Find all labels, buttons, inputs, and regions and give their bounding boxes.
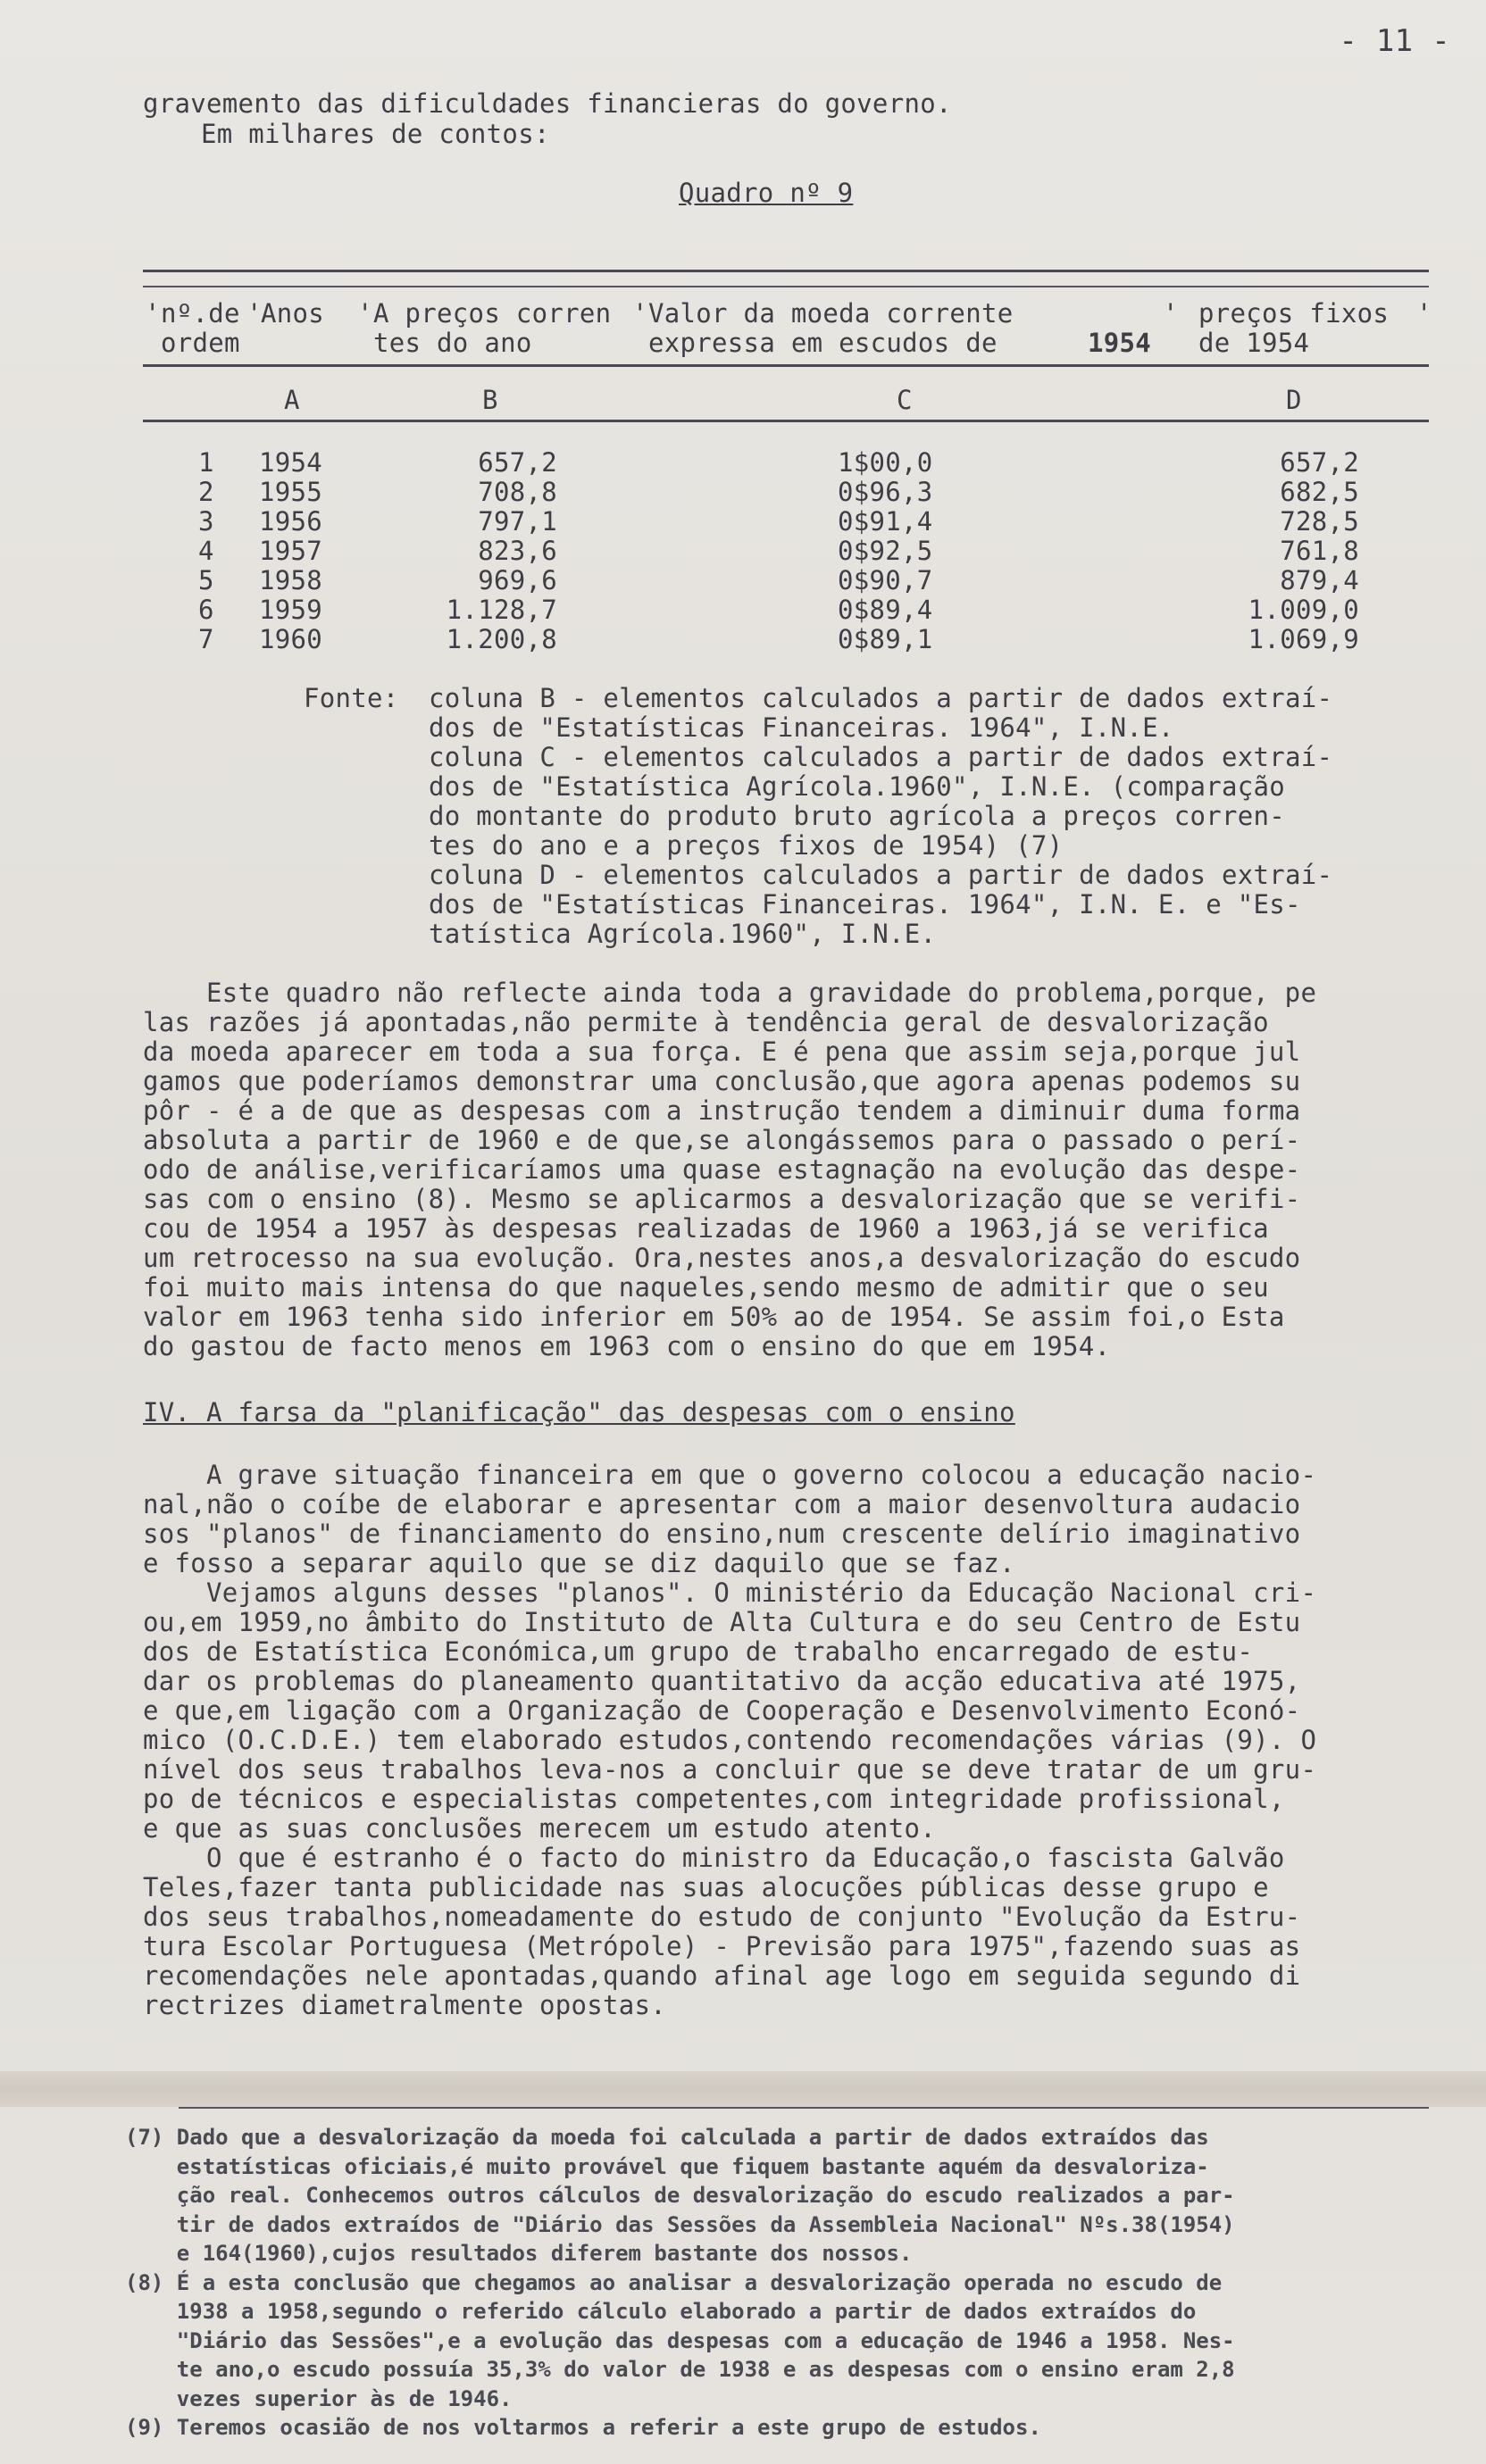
intro-text-line: Em milhares de contos: — [201, 119, 550, 149]
paragraph-line: nal,não o coíbe de elaborar e apresentar com a maior desenvoltura audacio — [143, 1489, 1301, 1519]
cell-year: 1960 — [259, 624, 323, 654]
cell-year: 1954 — [259, 447, 323, 478]
section-heading: IV. A farsa da "planificação" das despesas com o ensino — [143, 1397, 1015, 1428]
cell-current-prices: 708,8 — [478, 477, 557, 507]
table-caption: Quadro nº 9 — [679, 178, 854, 208]
footnote-line: (9) Teremos ocasião de nos voltarmos a referir a este grupo de estudos. — [125, 2415, 1041, 2440]
cell-currency-value: 0$91,4 — [838, 506, 933, 537]
column-tick: ' — [145, 298, 161, 329]
cell-fixed-prices: 682,5 — [1280, 477, 1359, 507]
paragraph-line: gamos que poderíamos demonstrar uma conclusão,que agora apenas podemos su — [143, 1066, 1301, 1096]
paragraph-line: A grave situação financeira em que o governo colocou a educação nacio- — [143, 1460, 1317, 1490]
column-tick: ' — [632, 298, 648, 329]
paragraph-line: cou de 1954 a 1957 às despesas realizadas de 1960 a 1963,já se verifica — [143, 1213, 1269, 1244]
paragraph-line: pôr - é a de que as despesas com a instrução tendem a diminuir duma forma — [143, 1095, 1301, 1126]
letters-rule — [143, 420, 1429, 422]
cell-fixed-prices: 1.069,9 — [1248, 624, 1359, 654]
cell-currency-value: 0$89,1 — [838, 624, 933, 654]
paragraph-line: dos de Estatística Económica,um grupo de trabalho encarregado de estu- — [143, 1636, 1254, 1667]
source-line: coluna C - elementos calculados a partir de dados extraí- — [429, 742, 1333, 772]
paragraph-line: Teles,fazer tanta publicidade nas suas alocuções públicas desse grupo e — [143, 1872, 1269, 1902]
paragraph-line: O que é estranho é o facto do ministro da Educação,o fascista Galvão — [143, 1843, 1285, 1873]
cell-fixed-prices: 879,4 — [1280, 565, 1359, 595]
paragraph-line: mico (O.C.D.E.) tem elaborado estudos,contendo recomendações várias (9). O — [143, 1725, 1317, 1755]
paragraph-line: Este quadro não reflecte ainda toda a gravidade do problema,porque, pe — [143, 978, 1317, 1008]
source-line: tatística Agrícola.1960", I.N.E. — [429, 919, 937, 949]
page-number: - 11 - — [1339, 23, 1450, 59]
source-line: dos de "Estatística Agrícola.1960", I.N.E. (comparação — [429, 771, 1286, 802]
paragraph-line: dos seus trabalhos,nomeadamente do estudo de conjunto "Evolução da Estru- — [143, 1902, 1301, 1932]
column-tick: ' — [246, 298, 263, 329]
cell-order: 3 — [198, 506, 214, 537]
column-letter: B — [482, 385, 498, 415]
header-currency-value: Valor da moeda corrente — [648, 298, 1014, 329]
column-letter: A — [284, 385, 300, 415]
paragraph-line: recomendações nele apontadas,quando afinal age logo em seguida segundo di — [143, 1960, 1301, 1991]
paragraph-line: da moeda aparecer em toda a sua força. E é pena que assim seja,porque jul — [143, 1036, 1301, 1067]
cell-order: 2 — [198, 477, 214, 507]
column-letter: D — [1286, 385, 1302, 415]
source-line: dos de "Estatísticas Financeiras. 1964", I.N. E. e "Es- — [429, 889, 1301, 920]
header-current-prices: A preços corren — [373, 298, 612, 329]
cell-current-prices: 1.128,7 — [446, 595, 557, 625]
intro-text-line: gravemento das dificuldades financieras do governo. — [143, 88, 952, 119]
column-tick: ' — [1163, 298, 1179, 329]
source-line: do montante do produto bruto agrícola a preços corren- — [429, 801, 1286, 831]
header-order: ordem — [161, 328, 240, 358]
sources-label: Fonte: — [304, 683, 399, 713]
cell-order: 7 — [198, 624, 214, 654]
cell-fixed-prices: 761,8 — [1280, 536, 1359, 566]
cell-year: 1956 — [259, 506, 323, 537]
header-fixed-prices: preços fixos — [1198, 298, 1390, 329]
table-top-rule — [143, 286, 1429, 287]
cell-order: 6 — [198, 595, 214, 625]
footnote-line: te ano,o escudo possuía 35,3% do valor de 1938 e as despesas com o ensino eram 2,8 — [125, 2357, 1235, 2382]
paragraph-line: las razões já apontadas,não permite à tendência geral de desvalorização — [143, 1007, 1269, 1037]
footnote-line: e 164(1960),cujos resultados diferem bastante dos nossos. — [125, 2241, 913, 2266]
source-line: coluna B - elementos calculados a partir de dados extraí- — [429, 683, 1333, 713]
paragraph-line: foi muito mais intensa do que naqueles,sendo mesmo de admitir que o seu — [143, 1272, 1269, 1303]
header-currency-value: expressa em escudos de — [648, 328, 998, 358]
body-paragraph — [143, 978, 1316, 1361]
paragraph-line: sas com o ensino (8). Mesmo se aplicarmos a desvalorização que se verifi- — [143, 1184, 1301, 1214]
footnote-line: estatísticas oficiais,é muito provável que fiquem bastante aquém da desvaloriza- — [125, 2153, 1209, 2179]
source-line: tes do ano e a preços fixos de 1954) (7) — [429, 830, 1064, 861]
source-line: coluna D - elementos calculados a partir de dados extraí- — [429, 860, 1333, 890]
paragraph-line: odo de análise,verificaríamos uma quase estagnação na evolução das despe- — [143, 1154, 1301, 1185]
cell-order: 5 — [198, 565, 214, 595]
page-fold-band — [0, 2071, 1486, 2107]
paragraph-line: Vejamos alguns desses "planos". O ministério da Educação Nacional cri- — [143, 1577, 1317, 1608]
cell-currency-value: 0$89,4 — [838, 595, 933, 625]
cell-fixed-prices: 1.009,0 — [1248, 595, 1359, 625]
paragraph-line: do gastou de facto menos em 1963 com o ensino do que em 1954. — [143, 1331, 1111, 1361]
header-fixed-prices: de 1954 — [1198, 328, 1310, 358]
paragraph-line: po de técnicos e especialistas competentes,com integridade profissional, — [143, 1784, 1285, 1814]
table-top-rule — [143, 270, 1429, 272]
column-tick: ' — [1416, 298, 1432, 329]
paragraph-line: rectrizes diametralmente opostas. — [143, 1990, 667, 2020]
footnote-rule — [179, 2107, 1429, 2109]
paragraph-line: valor em 1963 tenha sido inferior em 50% ao de 1954. Se assim foi,o Esta — [143, 1302, 1285, 1332]
paragraph-line: absoluta a partir de 1960 e de que,se alongássemos para o passado o perí- — [143, 1125, 1301, 1155]
cell-currency-value: 0$96,3 — [838, 477, 933, 507]
cell-fixed-prices: 728,5 — [1280, 506, 1359, 537]
body-paragraph — [143, 1461, 1316, 2020]
column-tick: ' — [357, 298, 373, 329]
cell-order: 4 — [198, 536, 214, 566]
footnote-line: "Diário das Sessões",e a evolução das despesas com a educação de 1946 a 1958. Nes- — [125, 2327, 1235, 2353]
footnotes — [125, 2123, 1235, 2443]
paragraph-line: nível dos seus trabalhos leva-nos a concluir que se deve tratar de um gru- — [143, 1754, 1317, 1785]
paragraph-line: tura Escolar Portuguesa (Metrópole) - Previsão para 1975",fazendo suas as — [143, 1931, 1301, 1961]
header-current-prices: tes do ano — [373, 328, 532, 358]
cell-currency-value: 0$90,7 — [838, 565, 933, 595]
paragraph-line: e que as suas conclusões merecem um estudo atento. — [143, 1813, 936, 1844]
cell-current-prices: 823,6 — [478, 536, 557, 566]
cell-currency-value: 1$00,0 — [838, 447, 933, 478]
header-rule — [143, 364, 1429, 367]
footnote-line: (7) Dado que a desvalorização da moeda foi calculada a partir de dados extraídos das — [125, 2125, 1209, 2150]
header-order: nº.de — [161, 298, 240, 329]
cell-current-prices: 969,6 — [478, 565, 557, 595]
sources-block — [429, 684, 1332, 949]
header-currency-year: 1954 — [1088, 328, 1152, 358]
footnote-line: (8) É a esta conclusão que chegamos ao analisar a desvalorização operada no escudo de — [125, 2269, 1223, 2295]
cell-current-prices: 657,2 — [478, 447, 557, 478]
cell-year: 1959 — [259, 595, 323, 625]
cell-current-prices: 797,1 — [478, 506, 557, 537]
paragraph-line: e que,em ligação com a Organização de Cooperação e Desenvolvimento Econó- — [143, 1695, 1301, 1726]
footnote-line: vezes superior às de 1946. — [125, 2385, 513, 2411]
cell-fixed-prices: 657,2 — [1280, 447, 1359, 478]
header-year: Anos — [261, 298, 325, 329]
source-line: dos de "Estatísticas Financeiras. 1964", I.N.E. — [429, 712, 1174, 743]
column-letter: C — [897, 385, 913, 415]
cell-year: 1955 — [259, 477, 323, 507]
paragraph-line: e fosso a separar aquilo que se diz daquilo que se faz. — [143, 1548, 1015, 1578]
footnote-line: 1938 a 1958,segundo o referido cálculo elaborado a partir de dados extraídos do — [125, 2299, 1197, 2324]
cell-order: 1 — [198, 447, 214, 478]
paragraph-line: ou,em 1959,no âmbito do Instituto de Alta Cultura e do seu Centro de Estu — [143, 1607, 1301, 1637]
cell-current-prices: 1.200,8 — [446, 624, 557, 654]
paragraph-line: sos "planos" de financiamento do ensino,num crescente delírio imaginativo — [143, 1519, 1301, 1549]
cell-currency-value: 0$92,5 — [838, 536, 933, 566]
footnote-line: tir de dados extraídos de "Diário das Sessões da Assembleia Nacional" Nºs.38(1954) — [125, 2211, 1235, 2237]
cell-year: 1957 — [259, 536, 323, 566]
cell-year: 1958 — [259, 565, 323, 595]
paragraph-line: dar os problemas do planeamento quantitativo da acção educativa até 1975, — [143, 1666, 1301, 1696]
footnote-line: ção real. Conhecemos outros cálculos de desvalorização do escudo realizados a par- — [125, 2183, 1235, 2208]
paragraph-line: um retrocesso na sua evolução. Ora,nestes anos,a desvalorização do escudo — [143, 1243, 1301, 1273]
